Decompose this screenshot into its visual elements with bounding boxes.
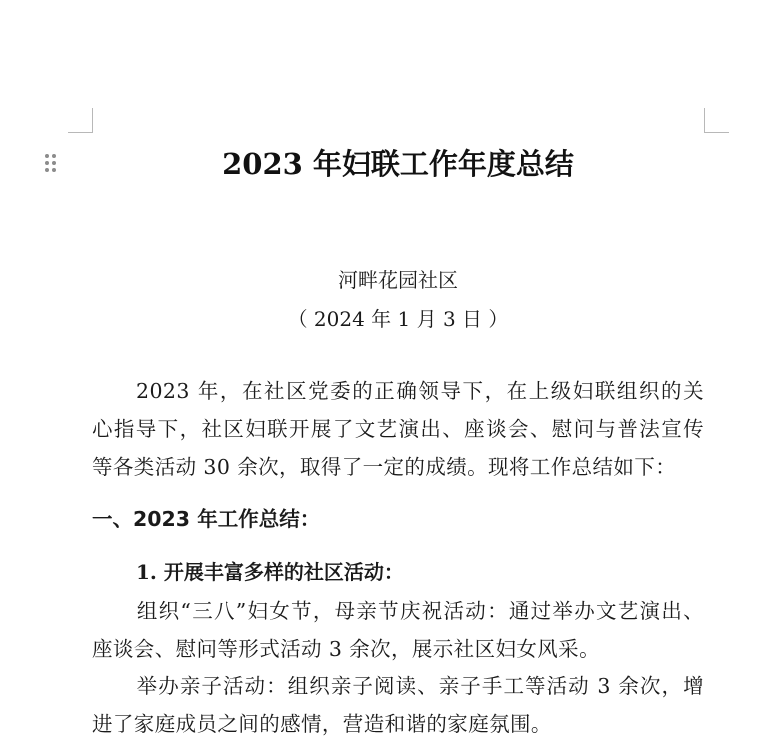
- page-corner-mark-top-right: [704, 108, 729, 133]
- paragraph-line: 等各类活动 30 余次，取得了一定的成绩。现将工作总结如下：: [92, 455, 677, 479]
- subsection-heading: 1. 开展丰富多样的社区活动：: [136, 560, 404, 584]
- paragraph-line: 举办亲子活动：组织亲子阅读、亲子手工等活动 3 余次，增: [136, 674, 704, 698]
- paragraph-parent-child: [92, 667, 704, 743]
- document-subtitle: 河畔花园社区: [338, 268, 458, 292]
- paragraph-celebrations: [92, 592, 704, 668]
- section-heading: 一、2023 年工作总结：: [92, 507, 321, 531]
- paragraph-line: 心指导下，社区妇联开展了文艺演出、座谈会、慰问与普法宣传: [92, 417, 704, 441]
- intro-paragraph: [92, 372, 704, 486]
- page-corner-mark-top-left: [68, 108, 93, 133]
- paragraph-line: 2023 年，在社区党委的正确领导下，在上级妇联组织的关: [136, 379, 704, 403]
- paragraph-line: 座谈会、慰问等形式活动 3 余次，展示社区妇女风采。: [92, 637, 600, 661]
- paragraph-line: 进了家庭成员之间的感情，营造和谐的家庭氛围。: [92, 712, 552, 736]
- document-date: （ 2024 年 1 月 3 日 ）: [287, 307, 509, 331]
- document-title: 2023 年妇联工作年度总结: [222, 147, 574, 181]
- paragraph-line: 组织“三八”妇女节，母亲节庆祝活动：通过举办文艺演出、: [136, 599, 704, 623]
- drag-handle-icon[interactable]: [44, 153, 58, 173]
